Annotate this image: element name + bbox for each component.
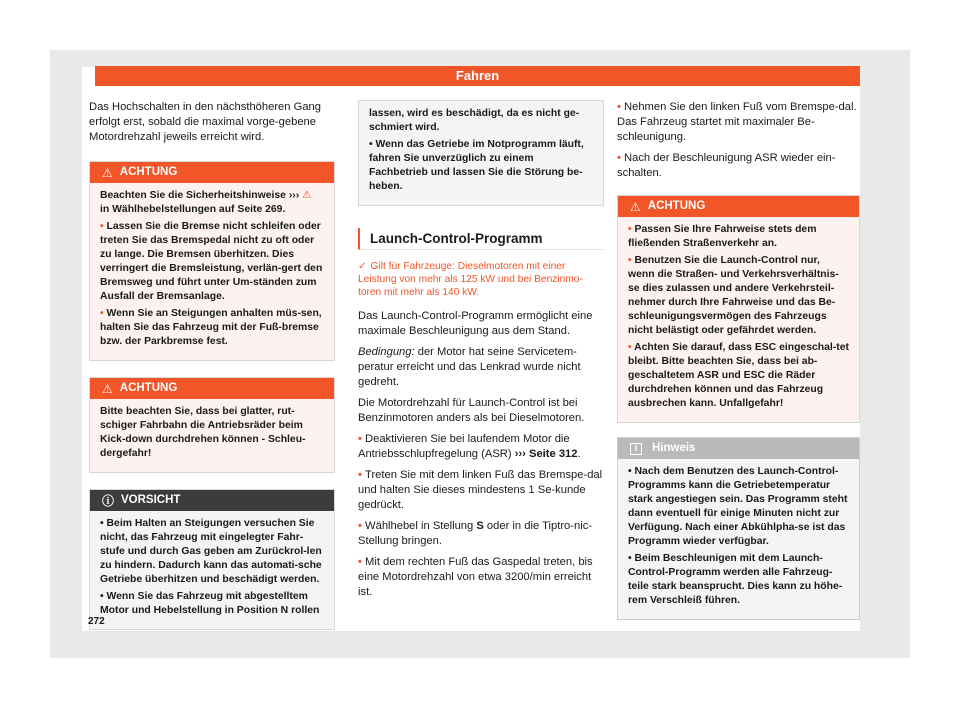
warning-box-header: [90, 378, 334, 399]
caution-bullet: [100, 590, 324, 618]
column-3: [617, 100, 860, 632]
step-item: [358, 519, 604, 549]
caution-box-continued: [358, 100, 604, 206]
intro-paragraph: Das Hochschalten in den nächsthöheren Gang erfolgt erst, sobald die maximal vorge-gebene Motordrehzahl jeweils erreicht wird.: [89, 101, 321, 143]
page-number: 272: [88, 616, 105, 627]
warning-triangle-icon: ⚠: [102, 381, 113, 396]
step-text: Mit dem rechten Fuß das Gaspedal treten, bis eine Motordrehzahl von etwa 3200/min erreicht ist.: [358, 556, 593, 598]
step-text: oder in die Tiptro-nic-Stellung bringen.: [358, 520, 593, 547]
bullet-icon: •: [358, 469, 366, 481]
condition-note-text: Gilt für Fahrzeuge: Dieselmotoren mit einer Leistung von mehr als 125 kW und bei Benzinmo-toren mit mehr als 140 kW.: [358, 261, 583, 298]
warning-label: ACHTUNG: [647, 200, 706, 212]
column-1: [89, 100, 335, 642]
warning-triangle-icon: ⚠: [302, 190, 312, 201]
bullet-icon: •: [617, 152, 625, 164]
warning-lead-reference[interactable]: in Wählhebelstellungen auf Seite 269.: [100, 204, 286, 215]
step-item: [358, 468, 604, 513]
warning-bullet: [628, 341, 849, 411]
warning-label: ACHTUNG: [119, 382, 178, 394]
warning-lead-text: Beachten Sie die Sicherheitshinweise ›››: [100, 190, 300, 201]
caution-bullet: [369, 138, 593, 194]
warning-label: ACHTUNG: [119, 166, 178, 178]
caution-bullet-text: Wenn das Getriebe im Notprogramm läuft, fahren Sie unverzüglich zu einem Fachbetrieb und lassen Sie die Störung be-heben.: [369, 139, 584, 192]
step-text: Wählhebel in Stellung: [365, 520, 477, 532]
warning-triangle-icon: ⚠: [102, 165, 113, 180]
step-text-end: .: [577, 448, 581, 460]
note-bullet: [628, 552, 849, 608]
warning-bullet-text: Wenn Sie an Steigungen anhalten müs-sen, halten Sie das Fahrzeug mit der Fuß-bremse bzw. der Parkbremse fest.: [100, 308, 322, 347]
bullet-icon: •: [628, 255, 635, 266]
warning-bullet-text: Achten Sie darauf, dass ESC eingeschal-tet bleibt. Bitte beachten Sie, dass bei ab-geschaltetem ASR und ESC die Räder durchdrehen können und das Fahrzeug ausbrechen kann. Unfallgefahr!: [628, 342, 849, 409]
caution-box: [89, 489, 335, 630]
bullet-icon: •: [628, 342, 635, 353]
warning-lead: [100, 189, 324, 217]
bullet-icon: •: [358, 433, 366, 445]
caution-bullet-text: Wenn Sie das Fahrzeug mit abgestelltem Motor und Hebelstellung in Position N rollen: [100, 591, 320, 616]
caution-continued-text: lassen, wird es beschädigt, da es nicht ge-schmiert wird.: [369, 108, 580, 133]
caution-box-body: [359, 101, 603, 205]
warning-bullet: [628, 223, 849, 251]
gear-position-s: S: [476, 520, 484, 532]
bullet-icon: •: [100, 221, 107, 232]
warning-box-header: [618, 196, 859, 217]
page-reference-link[interactable]: ››› Seite 312: [511, 448, 578, 460]
condition-label: Bedingung:: [358, 346, 415, 358]
bullet-icon: •: [628, 224, 635, 235]
warning-box-body: [90, 183, 334, 360]
caution-bullet-text: Beim Halten an Steigungen versuchen Sie nicht, das Fahrzeug mit eingelegter Fahr-stufe und durch Gas geben am Zurückrol-len zu hindern. Dadurch kann das automati-sche Getriebe überhitzen und beschädigt werden.: [100, 518, 322, 585]
checkmark-icon: ✓: [358, 261, 367, 272]
info-icon: i: [630, 443, 642, 455]
bullet-icon: •: [369, 139, 376, 150]
paragraph: Das Launch-Control-Programm ermöglicht eine maximale Beschleunigung aus dem Stand.: [358, 310, 593, 337]
warning-bullet-text: Benutzen Sie die Launch-Control nur, wenn die Straßen- und Verkehrsverhältnis-se dies zulassen und andere Verkehrsteil-nehmer durch Ihre Fahrweise und das Be-schleunigungsvermögen des Fahrzeugs nicht belästigt oder gefährdet werden.: [628, 255, 839, 336]
step-text: Deaktivieren Sie bei laufendem Motor die Antriebsschlupfregelung (ASR): [358, 433, 570, 460]
bullet-icon: •: [358, 520, 366, 532]
step-text: Treten Sie mit dem linken Fuß das Bremspe-dal und halten Sie dieses mindestens 1 Se-kunde gedrückt.: [358, 469, 603, 511]
paragraph: Die Motordrehzahl für Launch-Control ist bei Benzinmotoren anders als bei Dieselmotoren.: [358, 397, 585, 424]
caution-bullet: [100, 517, 324, 587]
bullet-icon: •: [628, 466, 635, 477]
section-title: Launch-Control-Programm: [358, 228, 604, 250]
warning-bullet: [100, 307, 324, 349]
exclamation-circle-icon: ⓘ: [102, 493, 115, 508]
warning-box-header: [90, 162, 334, 183]
bullet-icon: •: [100, 308, 107, 319]
step-item: [617, 100, 860, 145]
warning-bullet: [100, 220, 324, 304]
step-item: [358, 432, 604, 462]
note-box: [617, 437, 860, 620]
note-bullet: [628, 465, 849, 549]
warning-box-body: [618, 217, 859, 422]
step-text: Nach der Beschleunigung ASR wieder ein-schalten.: [617, 152, 836, 179]
bullet-icon: •: [100, 518, 107, 529]
column-2: [358, 100, 604, 606]
warning-box-2: [89, 377, 335, 473]
warning-bullet-text: Passen Sie Ihre Fahrweise stets dem fließenden Straßenverkehr an.: [628, 224, 817, 249]
bullet-icon: •: [100, 591, 107, 602]
warning-box-1: [89, 161, 335, 361]
paragraph-condition: [358, 345, 604, 390]
note-bullet-text: Nach dem Benutzen des Launch-Control-Programms kann die Getriebetemperatur stark angestiegen sein. Das Programm steht dann eventuell für einige Minuten nicht zur Verfügung. Nach einer Abkühlpha-se ist das Programm wieder verfügbar.: [628, 466, 848, 547]
condition-text: der Motor hat seine Servicetem-peratur erreicht und das Lenkrad wurde nicht gedreht.: [358, 346, 581, 388]
note-bullet-text: Beim Beschleunigen mit dem Launch-Control-Programm werden alle Fahrzeug-teile stark beansprucht. Dies kann zu höhe-rem Verschleiß führen.: [628, 553, 843, 606]
caution-box-header: [90, 490, 334, 511]
warning-box-body: [90, 399, 334, 472]
bullet-icon: •: [358, 556, 366, 568]
note-box-header: [618, 438, 859, 459]
step-item: [617, 151, 860, 181]
note-box-body: [618, 459, 859, 619]
step-item: [358, 555, 604, 600]
note-label: Hinweis: [652, 442, 696, 454]
caution-label: VORSICHT: [121, 494, 181, 506]
bullet-icon: •: [617, 101, 625, 113]
condition-note: [358, 260, 604, 299]
warning-bullet: [628, 254, 849, 338]
warning-bullet-text: Lassen Sie die Bremse nicht schleifen oder treten Sie das Bremspedal nicht zu oft oder zu lange. Die Bremsen überhitzen. Dies verringert die Bremsleistung, verlän-gert den Bremsweg und führt unter Um-ständen zum Ausfall der Bremsanlage.: [100, 221, 323, 302]
chapter-header: Fahren: [95, 66, 860, 86]
warning-box-3: [617, 195, 860, 423]
caution-box-body: [90, 511, 334, 629]
warning-text: Bitte beachten Sie, dass bei glatter, rut-schiger Fahrbahn die Antriebsräder beim Kick-down durchdrehen können - Schleu-dergefahr!: [100, 406, 306, 459]
warning-triangle-icon: ⚠: [630, 199, 641, 214]
bullet-icon: •: [628, 553, 635, 564]
step-text: Nehmen Sie den linken Fuß vom Bremspe-dal. Das Fahrzeug startet mit maximaler Be-schleunigung.: [617, 101, 857, 143]
